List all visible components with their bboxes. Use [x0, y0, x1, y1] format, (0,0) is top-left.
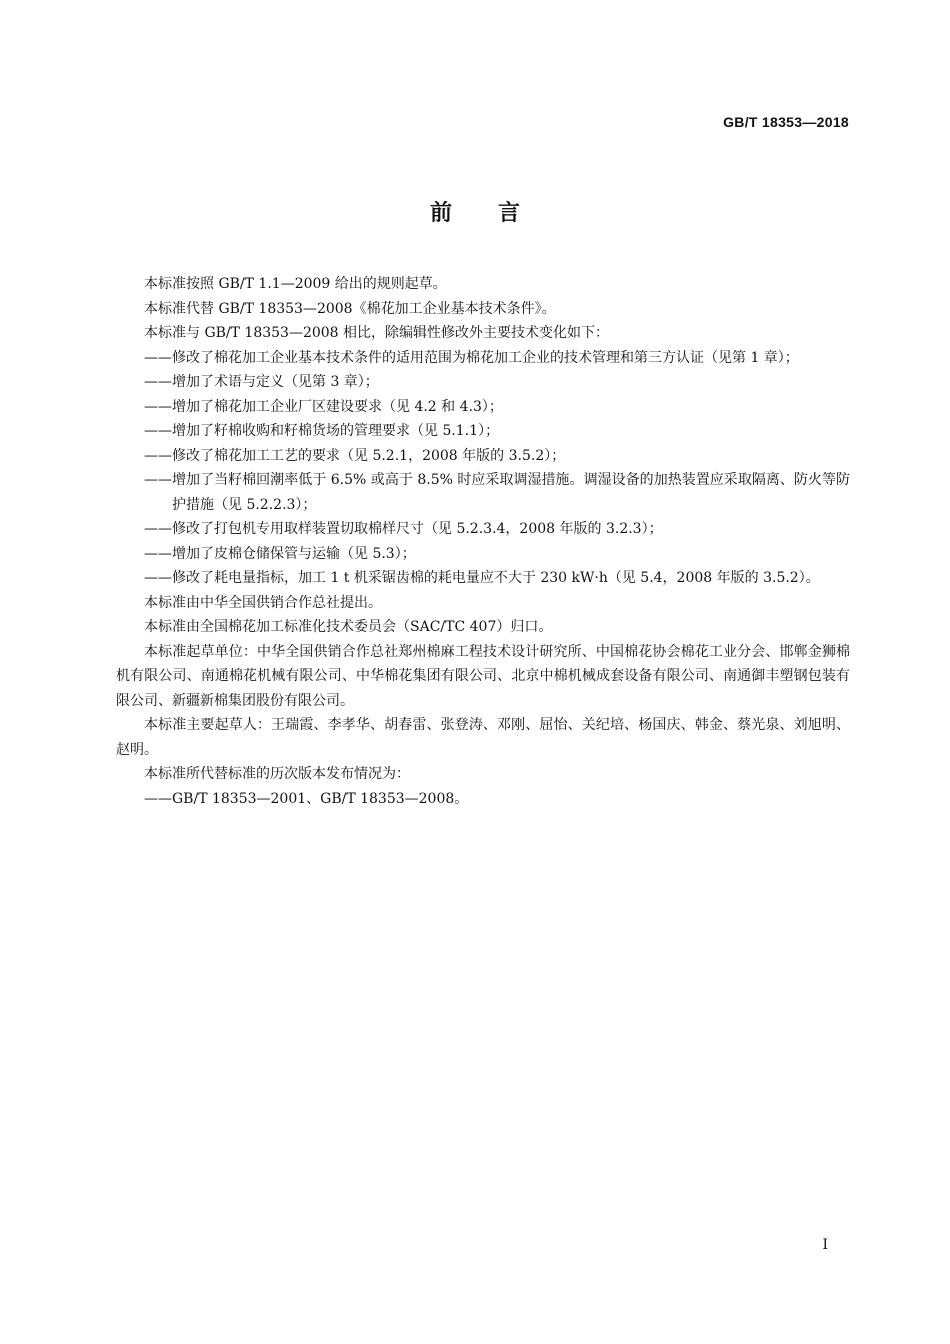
page-number: I: [822, 1237, 828, 1253]
previous-versions-text: GB/T 18353—2001、GB/T 18353—2008。: [172, 790, 469, 807]
change-item: [116, 395, 850, 420]
previous-versions-item: [116, 787, 850, 812]
dash-mark: ——: [144, 790, 172, 807]
paragraph-drafting-rules: 本标准按照 GB/T 1.1—2009 给出的规则起草。: [144, 276, 447, 292]
change-item: [116, 542, 850, 567]
change-item: [116, 566, 850, 591]
change-item-text: 修改了棉花加工工艺的要求（见 5.2.1，2008 年版的 3.5.2）；: [172, 447, 566, 464]
page-title: 前言: [429, 201, 566, 226]
dash-mark: ——: [144, 570, 172, 586]
dash-mark: ——: [144, 349, 172, 366]
change-item-text: 增加了籽棉收购和籽棉货场的管理要求（见 5.1.1）；: [172, 423, 500, 439]
dash-mark: ——: [144, 398, 172, 415]
change-item-text: 修改了耗电量指标，加工 1 t 机采锯齿棉的耗电量应不大于 230 kW·h（见 5.4，2008 年版的 3.5.2）。: [172, 570, 820, 586]
dash-mark: ——: [144, 545, 172, 562]
standard-code: GB/T 18353—2018: [723, 114, 849, 130]
paragraph-drafters: 本标准主要起草人：王瑞霞、李孝华、胡春雷、张登涛、邓刚、屈怡、关纪培、杨国庆、韩金、蔡光泉、刘旭明、赵明。: [116, 717, 850, 758]
dash-mark: ——: [144, 374, 172, 390]
change-item-text: 增加了皮棉仓储保管与运输（见 5.3）；: [172, 545, 416, 562]
foreword-body: [116, 272, 850, 811]
change-item-text: 增加了棉花加工企业厂区建设要求（见 4.2 和 4.3）；: [172, 398, 503, 415]
change-item: [116, 419, 850, 444]
dash-mark: ——: [144, 423, 172, 439]
dash-mark: ——: [144, 521, 172, 537]
change-item-text: 增加了当籽棉回潮率低于 6.5% 或高于 8.5% 时应采取调湿措施。调湿设备的加热装置应采取隔离、防火等防护措施（见 5.2.2.3）；: [172, 472, 850, 513]
dash-mark: ——: [144, 472, 172, 488]
paragraph-committee: 本标准由全国棉花加工标准化技术委员会（SAC/TC 407）归口。: [144, 619, 553, 635]
change-item-text: 修改了棉花加工企业基本技术条件的适用范围为棉花加工企业的技术管理和第三方认证（见第 1 章）；: [172, 349, 799, 366]
change-item-text: 修改了打包机专用取样装置切取棉样尺寸（见 5.2.3.4，2008 年版的 3.2.3）；: [172, 521, 663, 537]
change-item: [116, 517, 850, 542]
change-item: [116, 468, 850, 517]
paragraph-replaces: 本标准代替 GB/T 18353—2008《棉花加工企业基本技术条件》。: [144, 300, 556, 317]
change-item-text: 增加了术语与定义（见第 3 章）；: [172, 374, 379, 390]
paragraph-drafting-units: 本标准起草单位：中华全国供销合作总社郑州棉麻工程技术设计研究所、中国棉花协会棉花工业分会、邯郸金狮棉机有限公司、南通棉花机械有限公司、中华棉花集团有限公司、北京中棉机械成套设备有限公司、南通御丰塑钢包装有限公司、新疆新棉集团股份有限公司。: [116, 643, 850, 709]
change-item: [116, 370, 850, 395]
paragraph-history-intro: 本标准所代替标准的历次版本发布情况为：: [144, 766, 410, 782]
paragraph-changes-intro: 本标准与 GB/T 18353—2008 相比，除编辑性修改外主要技术变化如下：: [144, 325, 610, 341]
paragraph-proposer: 本标准由中华全国供销合作总社提出。: [144, 594, 382, 611]
change-item: [116, 346, 850, 371]
dash-mark: ——: [144, 447, 172, 464]
change-item: [116, 444, 850, 469]
